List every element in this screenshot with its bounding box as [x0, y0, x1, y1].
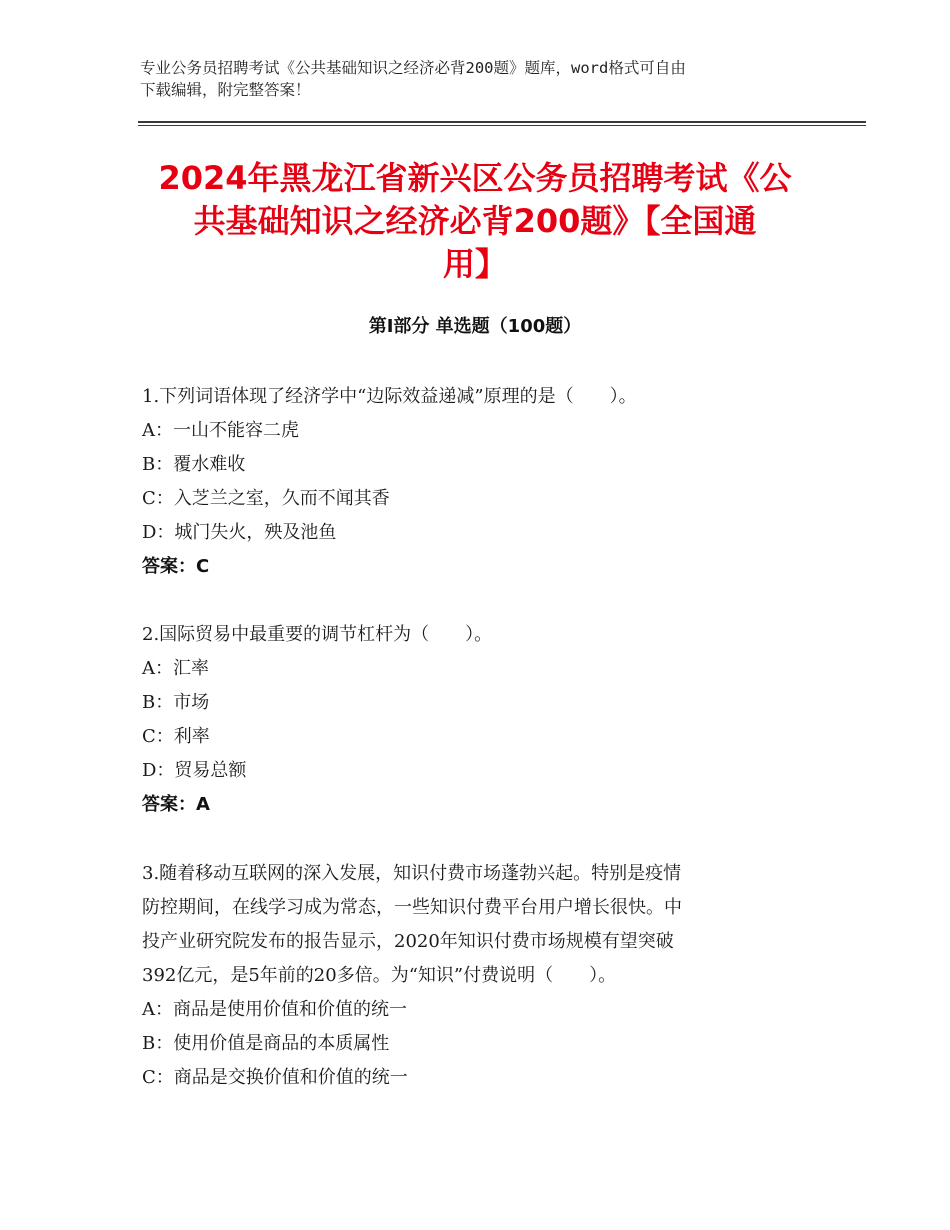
- header-note-line-2: 下载编辑，附完整答案！: [140, 81, 311, 99]
- option-a: A：一山不能容二虎: [142, 420, 299, 441]
- answer-label: 答案：C: [142, 556, 210, 577]
- option-b: B：市场: [142, 692, 210, 713]
- title-line-3: 用】: [442, 245, 507, 283]
- header-note-line-1: 专业公务员招聘考试《公共基础知识之经济必背200题》题库，word格式可自由: [140, 59, 686, 77]
- header-divider-thick: [138, 121, 866, 123]
- question-stem-line: 投产业研究院发布的报告显示，2020年知识付费市场规模有望突破: [142, 931, 674, 952]
- option-d: D：城门失火，殃及池鱼: [142, 522, 337, 543]
- option-a: A：商品是使用价值和价值的统一: [142, 999, 407, 1020]
- question-stem: 2.国际贸易中最重要的调节杠杆为（ ）。: [142, 624, 493, 645]
- header-divider-thin: [138, 125, 866, 126]
- title-line-1: 2024年黑龙江省新兴区公务员招聘考试《公: [158, 159, 792, 197]
- title-line-2: 共基础知识之经济必背200题》【全国通: [193, 202, 757, 240]
- question-stem: 1.下列词语体现了经济学中“边际效益递减”原理的是（ ）。: [142, 386, 637, 407]
- header-note: [140, 57, 820, 101]
- option-d: D：贸易总额: [142, 760, 247, 781]
- question-stem-line: 392亿元，是5年前的20多倍。为“知识”付费说明（ ）。: [142, 965, 617, 986]
- option-a: A：汇率: [142, 658, 209, 679]
- answer-label: 答案：A: [142, 794, 210, 815]
- option-c: C：商品是交换价值和价值的统一: [142, 1067, 408, 1088]
- question-stem-line: 3.随着移动互联网的深入发展，知识付费市场蓬勃兴起。特别是疫情: [142, 863, 682, 884]
- question-stem-line: 防控期间，在线学习成为常态，一些知识付费平台用户增长很快。中: [142, 897, 682, 918]
- option-c: C：入芝兰之室，久而不闻其香: [142, 488, 390, 509]
- document-title: [130, 157, 820, 286]
- option-b: B：覆水难收: [142, 454, 246, 475]
- option-c: C：利率: [142, 726, 210, 747]
- option-b: B：使用价值是商品的本质属性: [142, 1033, 390, 1054]
- section-title: 第Ⅰ部分 单选题（100题）: [368, 316, 582, 337]
